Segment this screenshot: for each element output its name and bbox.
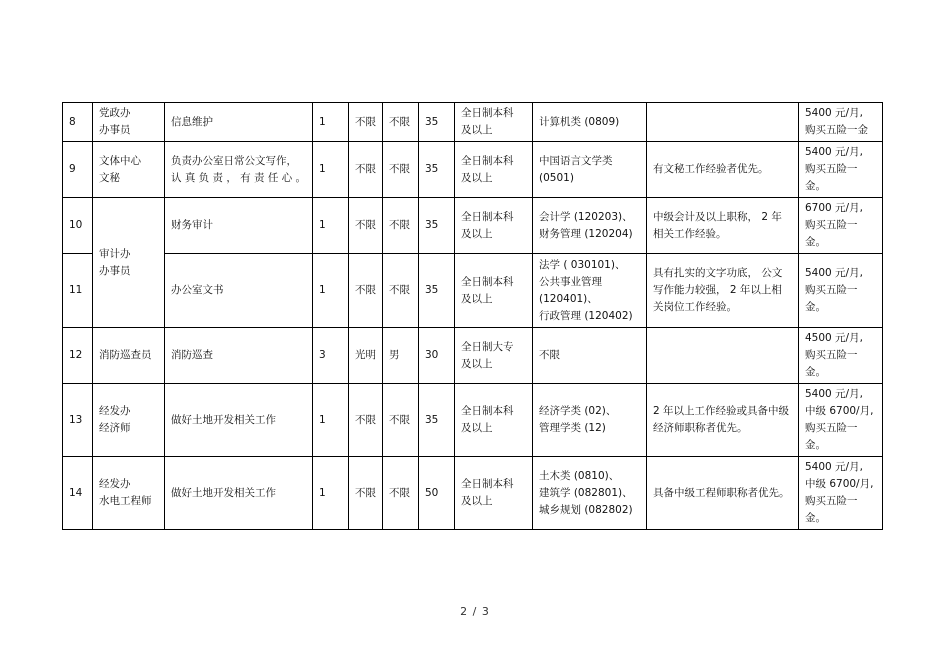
dept-cell: 经发办 经济师 [93, 384, 165, 457]
row-number: 10 [63, 198, 93, 254]
duty-cell: 办公室文书 [165, 254, 313, 328]
count-cell: 1 [313, 142, 349, 198]
duty-cell: 消防巡查 [165, 328, 313, 384]
age-cell: 35 [419, 103, 455, 142]
age-cell: 50 [419, 457, 455, 530]
origin-cell: 光明 [349, 328, 383, 384]
education-cell: 全日制本科 及以上 [455, 457, 533, 530]
age-cell: 35 [419, 142, 455, 198]
duty-cell: 做好土地开发相关工作 [165, 384, 313, 457]
other-cell: 中级会计及以上职称， 2 年相关工作经验。 [647, 198, 799, 254]
gender-cell: 不限 [383, 142, 419, 198]
other-cell [647, 328, 799, 384]
table-row [63, 328, 883, 384]
other-cell: 具备中级工程师职称者优先。 [647, 457, 799, 530]
education-cell: 全日制本科 及以上 [455, 198, 533, 254]
row-number: 13 [63, 384, 93, 457]
other-cell: 有文秘工作经验者优先。 [647, 142, 799, 198]
dept-cell: 消防巡查员 [93, 328, 165, 384]
major-cell: 中国语言文学类 (0501) [533, 142, 647, 198]
gender-cell: 不限 [383, 457, 419, 530]
origin-cell: 不限 [349, 142, 383, 198]
row-number: 8 [63, 103, 93, 142]
age-cell: 35 [419, 384, 455, 457]
table-row [63, 384, 883, 457]
education-cell: 全日制本科 及以上 [455, 142, 533, 198]
education-cell: 全日制本科 及以上 [455, 254, 533, 328]
count-cell: 1 [313, 254, 349, 328]
gender-cell: 不限 [383, 254, 419, 328]
duty-cell: 信息维护 [165, 103, 313, 142]
other-cell: 具有扎实的文字功底， 公文写作能力较强， 2 年以上相关岗位工作经验。 [647, 254, 799, 328]
duty-cell: 负责办公室日常公文写作，认真负责，有责任心。 [165, 142, 313, 198]
job-table [62, 102, 883, 530]
education-cell: 全日制大专 及以上 [455, 328, 533, 384]
dept-cell: 党政办 办事员 [93, 103, 165, 142]
table-row [63, 103, 883, 142]
row-number: 12 [63, 328, 93, 384]
pay-cell: 5400 元/月, 中级 6700/月, 购买五险一金。 [799, 457, 883, 530]
major-cell: 法学 ( 030101)、 公共事业管理 (120401)、 行政管理 (120402) [533, 254, 647, 328]
count-cell: 3 [313, 328, 349, 384]
other-cell [647, 103, 799, 142]
education-cell: 全日制本科 及以上 [455, 103, 533, 142]
age-cell: 35 [419, 254, 455, 328]
dept-cell: 文体中心 文秘 [93, 142, 165, 198]
row-number: 11 [63, 254, 93, 328]
dept-cell: 经发办 水电工程师 [93, 457, 165, 530]
pay-cell: 5400 元/月, 中级 6700/月, 购买五险一金。 [799, 384, 883, 457]
pay-cell: 5400 元/月, 购买五险一金。 [799, 254, 883, 328]
origin-cell: 不限 [349, 103, 383, 142]
dept-cell: 审计办 办事员 [93, 198, 165, 328]
major-cell: 计算机类 (0809) [533, 103, 647, 142]
count-cell: 1 [313, 198, 349, 254]
origin-cell: 不限 [349, 384, 383, 457]
major-cell: 会计学 (120203)、 财务管理 (120204) [533, 198, 647, 254]
major-cell: 土木类 (0810)、 建筑学 (082801)、 城乡规划 (082802) [533, 457, 647, 530]
table-row [63, 457, 883, 530]
pay-cell: 5400 元/月, 购买五险一金。 [799, 142, 883, 198]
count-cell: 1 [313, 457, 349, 530]
gender-cell: 不限 [383, 198, 419, 254]
duty-cell: 财务审计 [165, 198, 313, 254]
pay-cell: 4500 元/月, 购买五险一金。 [799, 328, 883, 384]
pay-cell: 5400 元/月, 购买五险一金 [799, 103, 883, 142]
major-cell: 经济学类 (02)、 管理学类 (12) [533, 384, 647, 457]
gender-cell: 不限 [383, 384, 419, 457]
origin-cell: 不限 [349, 457, 383, 530]
count-cell: 1 [313, 103, 349, 142]
duty-cell: 做好土地开发相关工作 [165, 457, 313, 530]
education-cell: 全日制本科 及以上 [455, 384, 533, 457]
gender-cell: 男 [383, 328, 419, 384]
pay-cell: 6700 元/月, 购买五险一金。 [799, 198, 883, 254]
origin-cell: 不限 [349, 198, 383, 254]
major-cell: 不限 [533, 328, 647, 384]
count-cell: 1 [313, 384, 349, 457]
origin-cell: 不限 [349, 254, 383, 328]
age-cell: 30 [419, 328, 455, 384]
table-row [63, 142, 883, 198]
other-cell: 2 年以上工作经验或具备中级经济师职称者优先。 [647, 384, 799, 457]
table-row [63, 198, 883, 254]
age-cell: 35 [419, 198, 455, 254]
gender-cell: 不限 [383, 103, 419, 142]
table-row [63, 254, 883, 328]
page-number: 2 / 3 [460, 605, 490, 618]
row-number: 9 [63, 142, 93, 198]
row-number: 14 [63, 457, 93, 530]
